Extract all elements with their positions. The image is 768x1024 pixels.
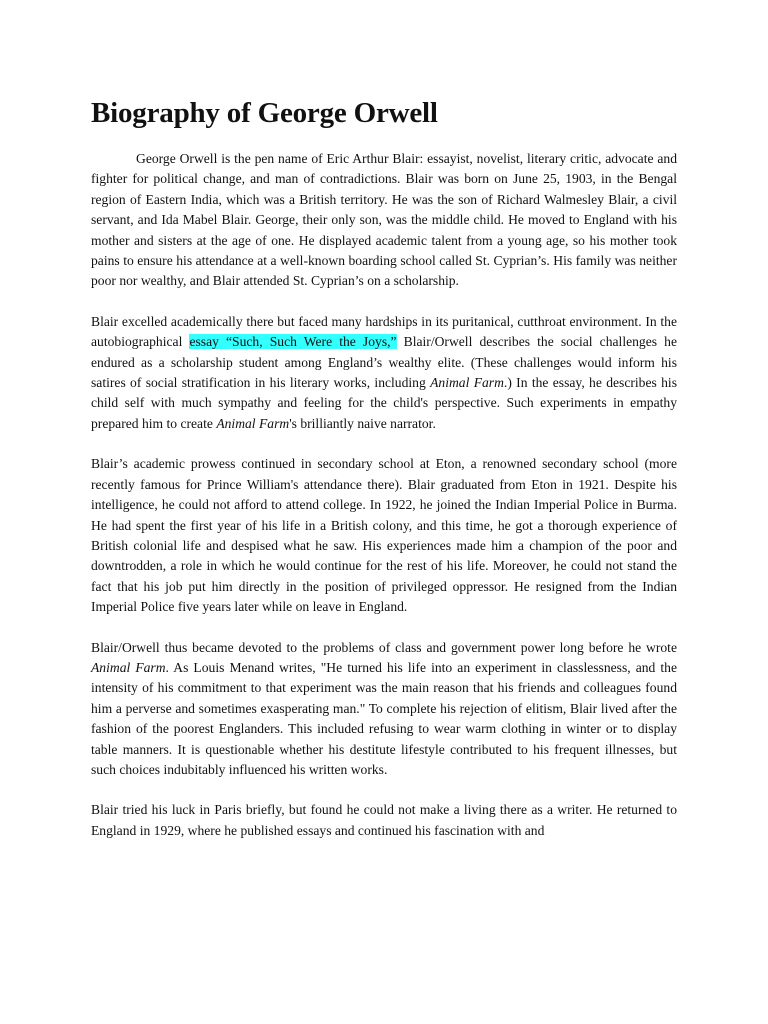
highlighted-essay-title: essay “Such, Such Were the Joys,” <box>189 334 397 350</box>
document-page <box>91 96 677 861</box>
paragraph-2-text-c: .) In the essay, he describes his child self with much sympathy and feeling for the child's perspective. Such experiments in empathy prepared him to create <box>91 375 677 431</box>
paragraph-4 <box>91 638 677 781</box>
paragraph-2-text-a: Blair excelled academically there but faced many hardships in its puritanical, cutthroat environment. In the autobiographical <box>91 313 677 350</box>
paragraph-2-text-d: 's brilliantly naive narrator. <box>289 415 436 431</box>
paragraph-2-text-b: Blair/Orwell describes the social challenges he endured as a scholarship student among England’s wealthy elite. (These challenges would inform his satires of social stratification in his literary works, including <box>91 334 677 391</box>
paragraph-1: George Orwell is the pen name of Eric Arthur Blair: essayist, novelist, literary critic, advocate and fighter for political change, and man of contradictions. Blair was born on June 25, 1903, in the Bengal region of Eastern India, which was a British territory. He was the son of Richard Walmesley Blair, a civil servant, and Ida Mabel Blair. George, their only son, was the middle child. He moved to England with his mother and sisters at the age of one. He displayed academic talent from a young age, so his mother took pains to ensure his attendance at a well-known boarding school called St. Cyprian’s. His family was neither poor nor wealthy, and Blair attended St. Cyprian’s on a scholarship. <box>91 151 677 289</box>
paragraph-4-text-b: . As Louis Menand writes, "He turned his life into an experiment in classlessness, and the intensity of his commitment to that experiment was the main reason that his friends and colleagues found him a perverse and sometimes exasperating man." To complete his rejection of elitism, Blair lived after the fashion of the poorest Englanders. This included refusing to wear warm clothing in winter or to display table manners. It is questionable whether his destitute lifestyle contributed to his frequent illnesses, but such choices indubitably influenced his written works. <box>91 659 677 777</box>
paragraph-4-text-a: Blair/Orwell thus became devoted to the problems of class and government power long before he wrote <box>91 639 677 655</box>
italic-animal-farm: Animal Farm <box>430 375 504 391</box>
italic-animal-farm: Animal Farm <box>91 659 166 675</box>
paragraph-2 <box>91 312 677 434</box>
document-title: Biography of George Orwell <box>91 97 438 129</box>
paragraph-3: Blair’s academic prowess continued in secondary school at Eton, a renowned secondary school (more recently famous for Prince William's attendance there). Blair graduated from Eton in 1921. Despite his intelligence, he could not afford to attend college. In 1922, he joined the Indian Imperial Police in Burma. He had spent the first year of his life in a British colony, and this time, he got a thorough experience of British colonial life and despised what he saw. His experiences made him a champion of the poor and downtrodden, a role in which he would continue for the rest of his life. Moreover, he could not stand the fact that his job put him directly in the position of privileged oppressor. He resigned from the Indian Imperial Police five years later while on leave in England. <box>91 456 677 615</box>
paragraph-5: Blair tried his luck in Paris briefly, but found he could not make a living there as a writer. He returned to England in 1929, where he published essays and continued his fascination with and <box>91 802 677 838</box>
italic-animal-farm: Animal Farm <box>216 415 290 431</box>
